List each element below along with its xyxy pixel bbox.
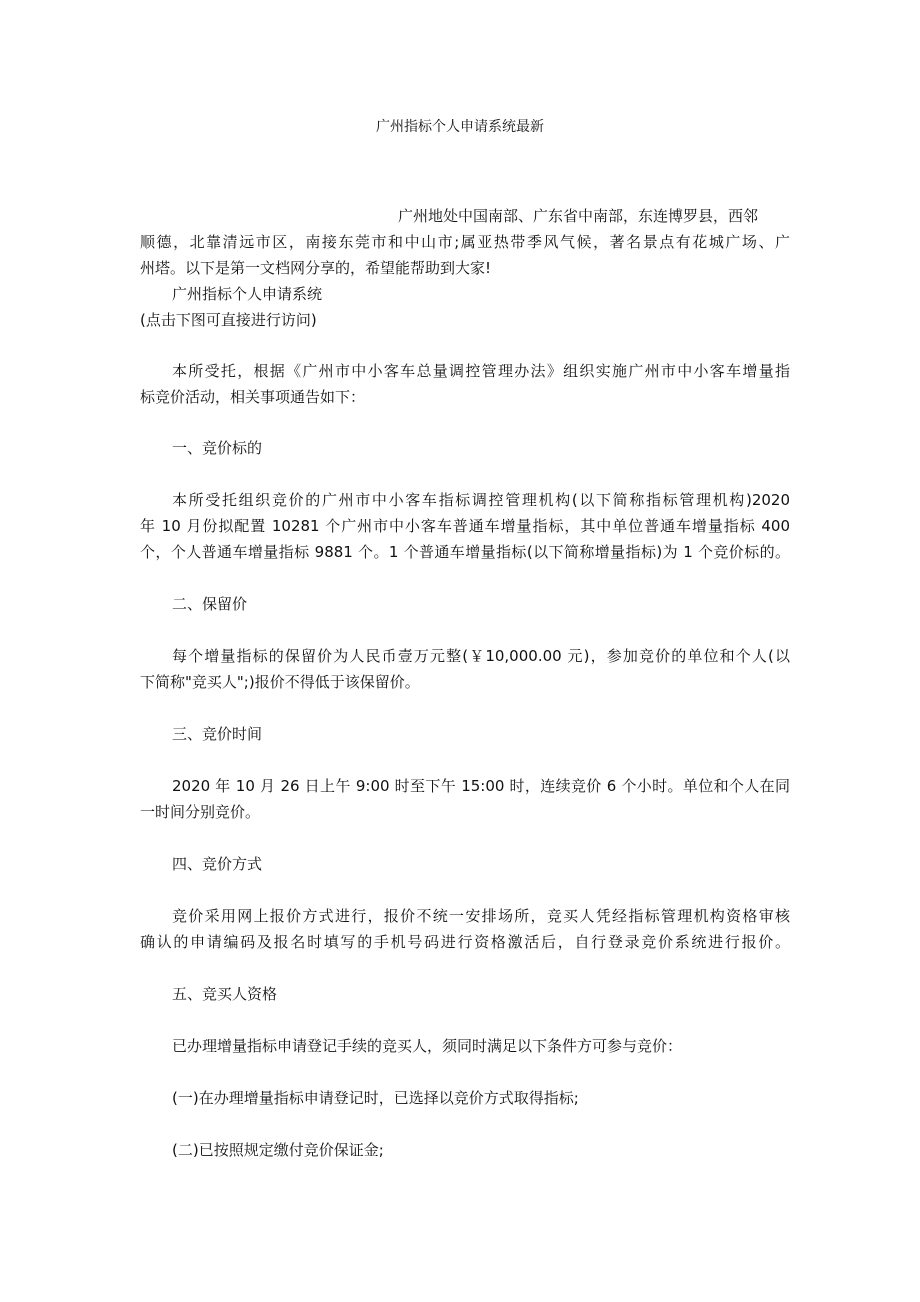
section-1-heading: 一、竞价标的 [172, 439, 263, 457]
condition-1: (一)在办理增量指标申请登记时，已选择以竞价方式取得指标; [172, 1089, 579, 1107]
section-3-line-1: 2020 年 10 月 26 日上午 9:00 时至下午 15:00 时，连续竞价 6 个小时。单位和个人在同 [172, 777, 790, 795]
section-4-line-2: 确认的申请编码及报名时填写的手机号码进行资格激活后，自行登录竞价系统进行报价。 [140, 933, 790, 951]
section-1-line-2: 年 10 月份拟配置 10281 个广州市中小客车普通车增量指标，其中单位普通车增量指标 400 [140, 517, 790, 535]
section-4-heading: 四、竞价方式 [172, 855, 263, 873]
section-2-heading: 二、保留价 [172, 595, 248, 613]
section-2-line-1: 每个增量指标的保留价为人民币壹万元整(￥10,000.00 元)，参加竞价的单位和个人(以 [172, 647, 790, 665]
section-5-line-1: 已办理增量指标申请登记手续的竞买人，须同时满足以下条件方可参与竞价： [172, 1037, 683, 1055]
subtitle: 广州指标个人申请系统 [172, 285, 323, 303]
intro-line-2: 顺德，北靠清远市区，南接东莞市和中山市;属亚热带季风气候，著名景点有花城广场、广 [140, 233, 790, 251]
document-title: 广州指标个人申请系统最新 [376, 119, 544, 135]
intro-line-1: 广州地处中国南部、广东省中南部，东连博罗县，西邻 [398, 207, 759, 225]
condition-2: (二)已按照规定缴付竞价保证金; [172, 1141, 384, 1159]
section-2-line-2: 下简称"竞买人";)报价不得低于该保留价。 [140, 673, 420, 691]
access-note-link[interactable]: (点击下图可直接进行访问) [140, 311, 317, 329]
section-3-heading: 三、竞价时间 [172, 725, 263, 743]
section-1-line-3: 个，个人普通车增量指标 9881 个。1 个普通车增量指标(以下简称增量指标)为 1 个竞价标的。 [140, 543, 790, 561]
notice-line-2: 标竞价活动，相关事项通告如下： [140, 388, 366, 406]
section-1-line-1: 本所受托组织竞价的广州市中小客车指标调控管理机构(以下简称指标管理机构)2020 [172, 491, 790, 509]
notice-line-1: 本所受托，根据《广州市中小客车总量调控管理办法》组织实施广州市中小客车增量指 [172, 362, 790, 380]
section-3-line-2: 一时间分别竞价。 [140, 803, 261, 821]
section-4-line-1: 竞价采用网上报价方式进行，报价不统一安排场所，竞买人凭经指标管理机构资格审核 [172, 907, 790, 925]
intro-line-3: 州塔。以下是第一文档网分享的，希望能帮助到大家! [140, 259, 492, 277]
section-5-heading: 五、竞买人资格 [172, 985, 278, 1003]
